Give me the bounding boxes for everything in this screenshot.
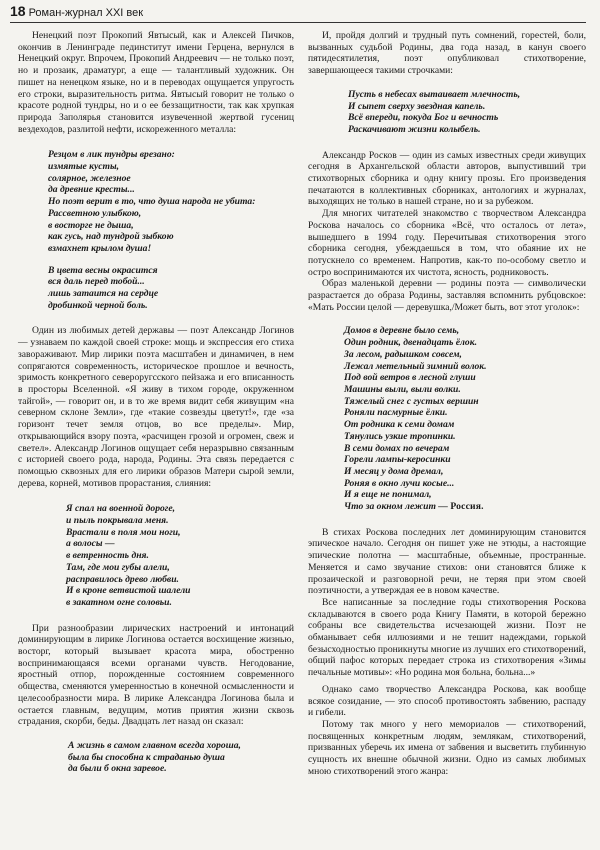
paragraph: Образ маленькой деревни — родины поэта — символически разрастается до образа Родины, заставляя вспомнить рубцовское: «Мать России целой — деревушка,/Может быть, вот этот уголок»: xyxy=(308,278,586,313)
poem-line: да были б окна заревое. xyxy=(68,763,167,775)
paragraph: Потому так много у него мемориалов — стихотворений, посвященных конкретным людям, землякам, стихотворений, призванных уберечь их имена от забвения и высветить глубинную сущность их внешне обычной жизни. Одно из самых любимых мною стихотворений этого жанра: xyxy=(308,718,586,777)
poem-line: Роняли пасмурные ёлки. xyxy=(344,407,448,419)
poem-line: Там, где мои губы алели, xyxy=(66,561,170,573)
paragraph: Один из любимых детей державы — поэт Александр Логинов — узнаваем по каждой своей строке: мощь и экспрессия его стиха завораживают. Мир лирики поэта масштабен и динамичен, в нем сопрягаются современность, историческое прошлое и вечность, зримость конкретного североругсского пейзажа и его вписанность в просторы Вселенной. «Я живу в тихом городе, окруженном тайгой», — говорит он, и в то же время видит себя живущим «на северном склоне Земли», где «такие созвезды цветут!», где «за горизонт течет земля отцов, во все пределы». Мир, открывающийся взору поэта, «расчищен грозой и огромен, свеж и светел». Александр Логинов ощущает себя неразрывно связанным с историей своего рода, народа, Родины. Эта связь передается с помощью сквозных для его лирики образов Матери сырой земли, дерева, корней, мотивов прорастания, слияния: xyxy=(18,325,294,489)
poem-line: Врастали в поля мои ноги, xyxy=(66,526,181,538)
poem-loginov-1 xyxy=(66,503,294,608)
poem-line: расправилось древо любви. xyxy=(66,573,179,585)
poem-line: Пусть в небесах вытаивает млечность, xyxy=(348,88,521,100)
paragraph: Все написанные за последние годы стихотворения Роскова складываются в своего рода Книгу Памяти, в которой бережно собраны все свидетельства исчезающей жизни. Поэт не обманывает себя иллюзиями и не тешит надеждами, горькой безысходностью проникнуты многие из лучших его стихотворений, общий пафос которых передает строка из стихотворения «Зимы печальные мотивы»: «Но родина моя больна, больна...» xyxy=(308,596,586,679)
poem-line: И я еще не понимал, xyxy=(344,489,432,501)
stanza-gap xyxy=(48,255,294,265)
poem-line: как гусь, над тундрой зыбкою xyxy=(48,231,174,243)
poem-line: Один родник, двенадцать ёлок. xyxy=(344,337,477,349)
poem-line: вся даль перед тобой... xyxy=(48,276,145,288)
poem-line: Резцом в лик тундры врезано: xyxy=(48,149,175,161)
poem-line: В семи домах по вечерам xyxy=(344,442,450,454)
right-column xyxy=(308,30,586,777)
page-number: 18 xyxy=(10,3,26,19)
poem-line: За лесом, радышком совсем, xyxy=(344,348,462,360)
paragraph: Для многих читателей знакомство с творчеством Александра Роскова началось со сборника «Всё, что осталось от лета», вышедшего в 1994 году. Перечитывая стихотворения этого сборника сегодня, убеждаешься в том, что обаяние их не потускнело со временем. Напротив, как-то по-особому светло и остро воспринимаются их чистота, ясность, родниковость. xyxy=(308,208,586,278)
poem-line: От родника к семи домам xyxy=(344,419,455,431)
poem-line: Тяжелый снег с густых вершин xyxy=(344,395,479,407)
poem-loginov-3 xyxy=(348,89,586,136)
poem-final-word: Россия. xyxy=(450,501,484,513)
poem-line: Роняя в окно лучи косые... xyxy=(344,477,455,489)
left-column xyxy=(18,30,294,787)
poem-line: измятые кусты, xyxy=(48,161,120,173)
paragraph: Александр Росков — один из самых известных среди живущих сегодня в Архангельской области авторов, выпустивший три стихотворных сборника и одну книгу прозы. Его произведения печатаются в коллективных сборниках, антологиях и журналах, выходящих не только в нашей стране, но и за рубежом. xyxy=(308,149,586,208)
paragraph: И, пройдя долгий и трудный путь сомнений, горестей, боли, вызванных судьбой Родины, два года назад, в канун своего пятидесятилетия, поэт опубликовал стихотворение, завершающееся такими строчками: xyxy=(308,30,586,77)
poem-line: Под вой ветров в лесной глуши xyxy=(344,372,476,384)
paragraph: В стихах Роскова последних лет доминирующим становится эпическое начало. Сегодня он пишет уже не этюды, а настоящие эпические полотна — масштабные, объемные, пространные. Меняется и само звучание стихов: они становятся ближе к прозаической и разговорной речи, не теряя при этом своей поэтичности, а утверждая ее в новом качестве. xyxy=(308,526,586,597)
poem-line: в ветренность дня. xyxy=(66,550,149,562)
poem-line: Тянулись узкие тропинки. xyxy=(344,430,456,442)
paragraph: Ненецкий поэт Прокопий Явтысый, как и Алексей Пичков, окончив в Ленинграде пединститут имени Герцена, вернулся в Ненецкий округ. Впрочем, Прокопий Андреевич — не только поэт, но и прозаик, драматург, а еще — талантливый художник. Он пишет на ненецком языке, но и в переводах ощущается упругость его строки, выразительность ритма. Явтысый говорит не только о красоте родной тундры, но и о ее беззащитности, так как хрупкая природа Заполярья становится изувеченной жертвой гусениц вездеходов, разлитой нефти, искореженного металла: xyxy=(18,30,294,135)
poem-line: а волосы — xyxy=(66,538,115,550)
poem-line: лишь затаится на сердце xyxy=(48,288,159,300)
poem-line: И сыпет сверху звездная капель. xyxy=(348,100,486,112)
poem-line: была бы способна к страданью душа xyxy=(68,751,225,763)
poem-line: дробинкой черной боль. xyxy=(48,299,148,311)
page-header xyxy=(10,2,586,23)
poem-line xyxy=(344,501,586,513)
poem-loginov-2 xyxy=(68,740,294,775)
poem-line: В цвета весны окрасится xyxy=(48,264,158,276)
poem-line: в восторге не дыша, xyxy=(48,219,134,231)
poem-yavtysy xyxy=(48,149,294,311)
poem-line: А жизнь в самом главном всегда хороша, xyxy=(68,739,241,751)
paragraph: При разнообразии лирических настроений и интонаций доминирующим в лирике Логинова остается восхищение жизнью, восторг, который вызывает красота мира, обостренно воспринимающаяся всеми органами чувств. Негодование, яростный отпор, порожденные состоянием современного общества, сменяются умеренностью в конечной осмысленности и целесообразности мира. В лирике Александра Логинова была и остается главным, ведущим, мотив приятия жизни сквозь страдания, скорби, беды. Двадцать лет назад он сказал: xyxy=(18,622,294,728)
poem-line: Всё впереди, покуда Бог и вечность xyxy=(348,112,499,124)
journal-title: Роман-журнал XXI век xyxy=(28,7,144,19)
poem-line: Раскачивают жизни колыбель. xyxy=(348,123,481,135)
poem-line: взмахнет крылом душа! xyxy=(48,242,152,254)
poem-line: И месяц у дома дремал, xyxy=(344,465,444,477)
paragraph: Однако само творчество Александра Роскова, как вообще всякое созидание, — это способ противостоять забвению, распаду и гибели. xyxy=(308,683,586,719)
poem-line: Горели лампы-керосинки xyxy=(344,454,451,466)
poem-line: И в кроне ветвистой шалели xyxy=(66,585,191,597)
poem-roskov xyxy=(344,325,586,512)
poem-line: Но поэт верит в то, что душа народа не убита: xyxy=(48,196,256,208)
poem-line: Я спал на военной дороге, xyxy=(66,503,175,515)
poem-line: Машины выли, выли волки. xyxy=(344,383,461,395)
poem-line: да древние кресты... xyxy=(48,184,135,196)
poem-line: в закатном огне соловьи. xyxy=(66,596,172,608)
poem-line: и пыль покрывала меня. xyxy=(66,515,169,527)
poem-line: Лежал метельный зимний волок. xyxy=(344,360,487,372)
poem-line: Рассветною улыбкою, xyxy=(48,207,142,219)
poem-line: Домов в деревне было семь, xyxy=(344,325,460,337)
poem-line: солярное, железное xyxy=(48,172,131,184)
poem-line-start: Что за окном лежит — xyxy=(344,501,451,513)
